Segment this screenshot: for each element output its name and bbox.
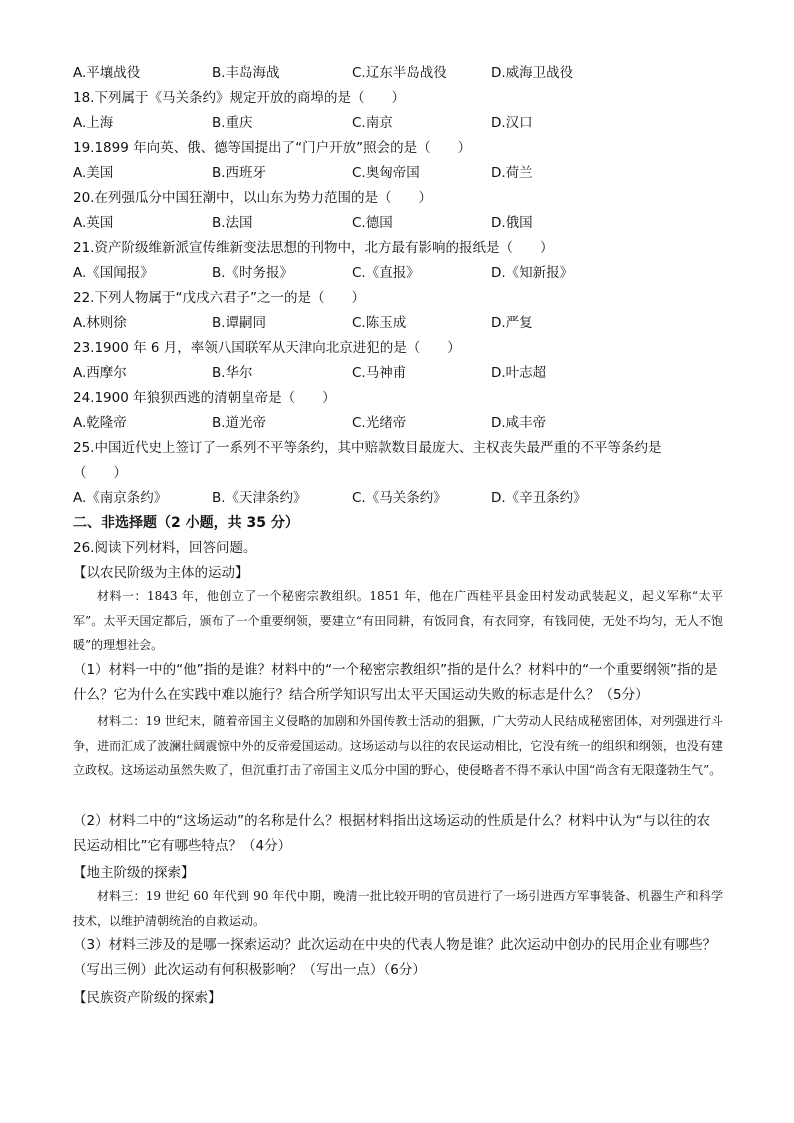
question-1: （1）材料一中的“他”指的是谁？材料中的“一个秘密宗教组织”指的是什么？材料中的“一个重要纲领”指的是什么？它为什么在实践中难以施行？结合所学知识写出太平天国运动失败的标志是什么？（5分） <box>73 662 718 703</box>
q20-stem: 20.在列强瓜分中国狂潮中，以山东为势力范围的是（ ） <box>73 190 432 206</box>
q21-options <box>73 264 733 282</box>
option-d: D.《辛丑条约》 <box>491 490 587 506</box>
q19-stem: 19.1899 年向英、俄、德等国提出了“门户开放”照会的是（ ） <box>73 140 472 156</box>
option-b: B.西班牙 <box>212 165 267 181</box>
q23-stem: 23.1900 年 6 月，率领八国联军从天津向北京进犯的是（ ） <box>73 340 461 356</box>
option-b: B.《天津条约》 <box>212 490 307 506</box>
option-b: B.谭嗣同 <box>212 315 267 331</box>
option-d: D.叶志超 <box>491 365 547 381</box>
question-3: （3）材料三涉及的是哪一探索运动？此次运动在中央的代表人物是谁？此次运动中创办的民用企业有哪些？（写出三例）此次运动有何积极影响？（写出一点）（6分） <box>73 937 717 978</box>
option-c: C.奥匈帝国 <box>352 165 420 181</box>
q18-options <box>73 114 733 132</box>
q19-options <box>73 164 733 182</box>
option-b: B.重庆 <box>212 115 253 131</box>
option-b: B.法国 <box>212 215 253 231</box>
option-b: B.华尔 <box>212 365 253 381</box>
q21-stem: 21.资产阶级维新派宣传维新变法思想的刊物中，北方最有影响的报纸是（ ） <box>73 240 554 256</box>
q25-blank: （ ） <box>73 465 127 481</box>
option-d: D.威海卫战役 <box>491 65 574 81</box>
option-b: B.丰岛海战 <box>212 65 280 81</box>
option-a: A.西摩尔 <box>73 365 127 381</box>
q25-options <box>73 489 733 507</box>
heading-peasant: 【以农民阶级为主体的运动】 <box>73 565 249 581</box>
material-3: 材料三：19 世纪 60 年代到 90 年代中期，晚清一批比较开明的官员进行了一场引进西方军事装备、机器生产和科学技术，以维护清朝统治的自救运动。 <box>73 889 723 928</box>
option-c: C.德国 <box>352 215 393 231</box>
q18-stem: 18.下列属于《马关条约》规定开放的商埠的是（ ） <box>73 90 405 106</box>
option-d: D.咸丰帝 <box>491 415 547 431</box>
q24-stem: 24.1900 年狼狈西逃的清朝皇帝是（ ） <box>73 390 336 406</box>
option-a: A.乾隆帝 <box>73 415 127 431</box>
option-a: A.上海 <box>73 115 114 131</box>
option-d: D.《知新报》 <box>491 265 574 281</box>
option-a: A.美国 <box>73 165 114 181</box>
option-a: A.《国闻报》 <box>73 265 154 281</box>
q20-options <box>73 214 733 232</box>
q24-options <box>73 414 733 432</box>
material-2: 材料二：19 世纪末，随着帝国主义侵略的加剧和外国传教士活动的猖獗，广大劳动人民结成秘密团体，对列强进行斗争，进而汇成了波澜壮阔震惊中外的反帝爱国运动。这场运动与以往的农民运动相比，它没有统一的组织和纲领，也没有建立政权。这场运动虽然失败了，但沉重打击了帝国主义瓜分中国的野心，使侵略者不得不承认中国“尚含有无限蓬勃生气”。 <box>73 714 723 777</box>
option-b: B.道光帝 <box>212 415 267 431</box>
option-c: C.《直报》 <box>352 265 420 281</box>
option-a: A.平壤战役 <box>73 65 141 81</box>
option-b: B.《时务报》 <box>212 265 294 281</box>
option-c: C.陈玉成 <box>352 315 407 331</box>
heading-landlord: 【地主阶级的探索】 <box>73 865 195 881</box>
option-c: C.辽东半岛战役 <box>352 65 447 81</box>
section-title: 二、非选择题（2 小题，共 35 分） <box>73 515 299 531</box>
option-a: A.《南京条约》 <box>73 490 168 506</box>
q23-options <box>73 364 733 382</box>
q22-options <box>73 314 733 332</box>
option-d: D.俄国 <box>491 215 533 231</box>
option-d: D.汉口 <box>491 115 533 131</box>
material-1: 材料一：1843 年，他创立了一个秘密宗教组织。1851 年，他在广西桂平县金田村发动武装起义，起义军称“太平军”。太平天国定都后，颁布了一个重要纲领，要建立“有田同耕，有饭同食，有衣同穿，有钱同使，无处不均匀，无人不饱暖”的理想社会。 <box>73 589 723 652</box>
q22-stem: 22.下列人物属于“戊戌六君子”之一的是（ ） <box>73 290 365 306</box>
option-c: C.马神甫 <box>352 365 407 381</box>
q25-stem: 25.中国近代史上签订了一系列不平等条约，其中赔款数目最庞大、主权丧失最严重的不平等条约是 <box>73 440 662 456</box>
heading-bourgeois: 【民族资产阶级的探索】 <box>73 990 222 1006</box>
option-c: C.《马关条约》 <box>352 490 447 506</box>
option-c: C.光绪帝 <box>352 415 407 431</box>
option-c: C.南京 <box>352 115 393 131</box>
q26-intro: 26.阅读下列材料，回答问题。 <box>73 540 257 556</box>
option-d: D.严复 <box>491 315 533 331</box>
question-2: （2）材料二中的“这场运动”的名称是什么？根据材料指出这场运动的性质是什么？材料中认为“与以往的农民运动相比”它有哪些特点？（4分） <box>73 813 711 854</box>
option-a: A.林则徐 <box>73 315 127 331</box>
q17-options <box>73 64 733 82</box>
option-d: D.荷兰 <box>491 165 533 181</box>
option-a: A.英国 <box>73 215 114 231</box>
